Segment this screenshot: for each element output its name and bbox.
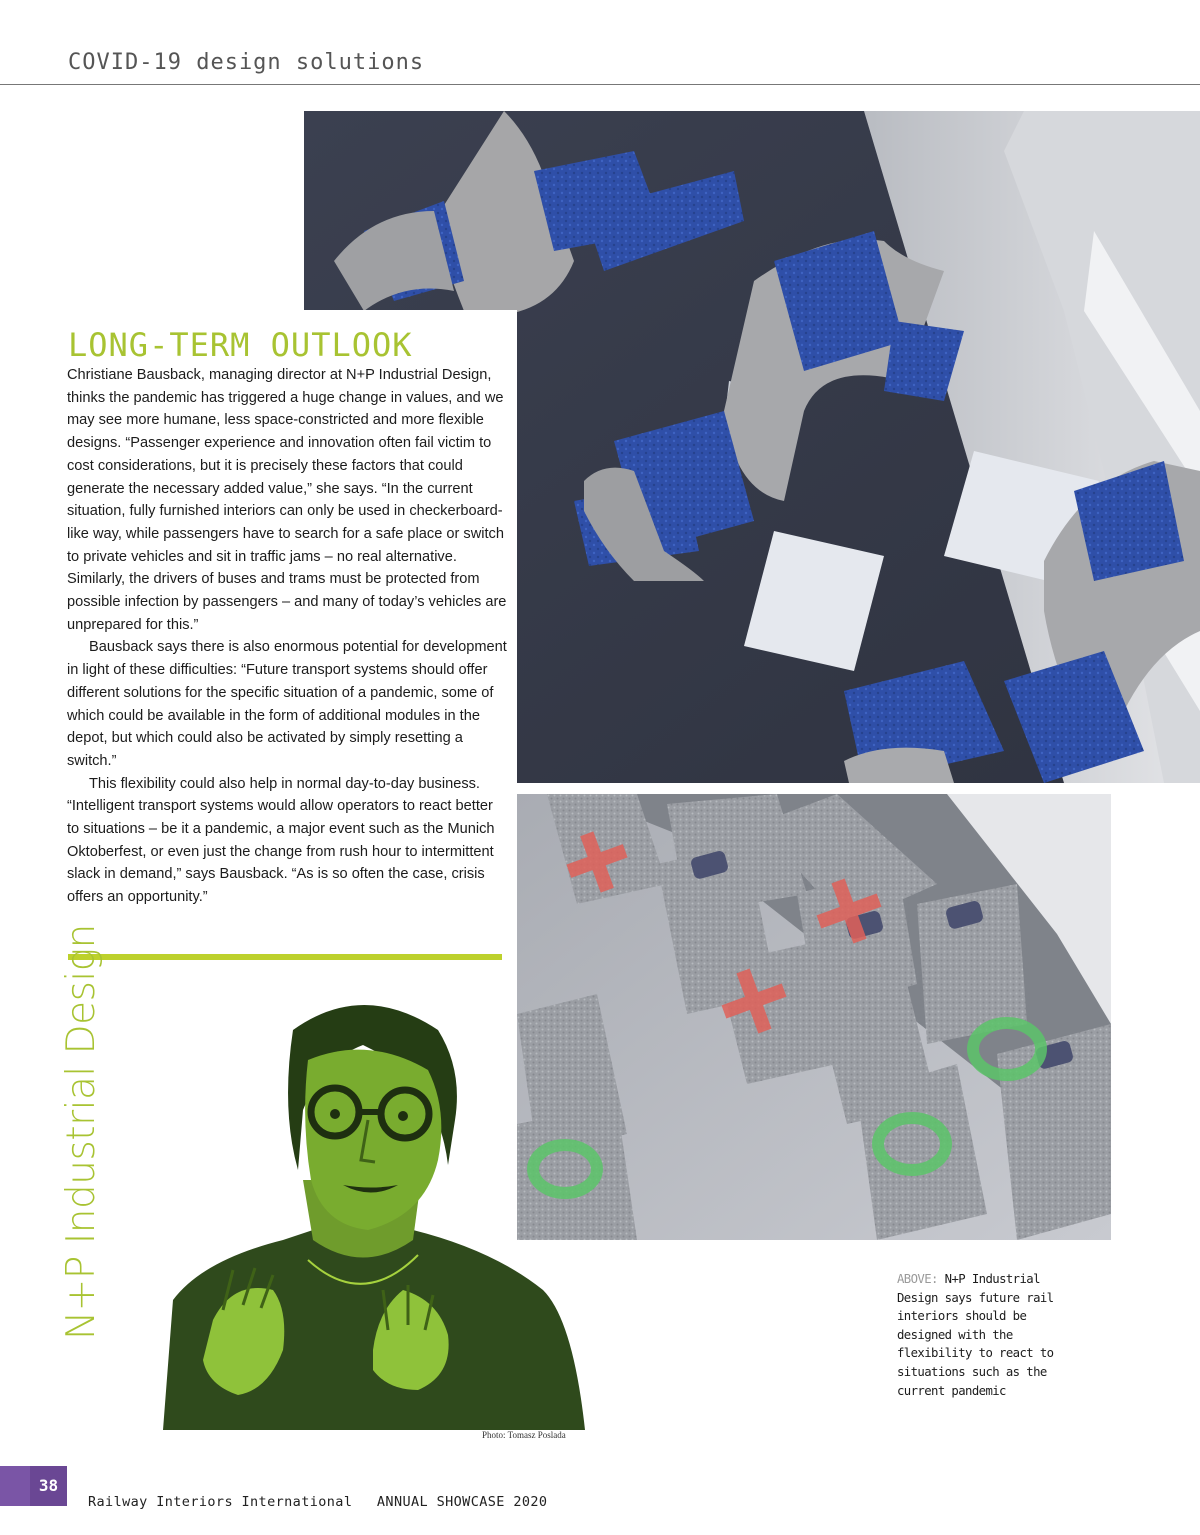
article-body	[67, 364, 507, 909]
company-vertical-label: N+P Industrial Design	[59, 924, 104, 1340]
portrait-photo	[163, 990, 585, 1430]
running-header: COVID-19 design solutions	[68, 50, 425, 75]
article-paragraph: Bausback says there is also enormous potential for development in light of these difficulties: “Future transport systems should offer different solutions for the specific situation of a pandemic, some of which could be available in the form of additional modules in the depot, but which could also be activated by simply resetting a switch.”	[67, 639, 507, 769]
photo-credit: Photo: Tomasz Poslada	[482, 1430, 566, 1440]
section-heading: LONG-TERM OUTLOOK	[68, 326, 413, 364]
article-paragraph: Christiane Bausback, managing director at N+P Industrial Design, thinks the pandemic has triggered a huge change in values, and we may see more humane, less space-constricted and more flexible designs. “Passenger experience and innovation often fail victim to cost considerations, but it is precisely these factors that could generate the necessary added value,” she says. “In the current situation, fully furnished interiors can only be used in checkerboard-like way, while passengers have to search for a safe place or switch to private vehicles and sit in traffic jams – no real alternative. Similarly, the drivers of buses and trams must be protected from possible infection by passengers – and many of today’s vehicles are unprepared for this.”	[67, 367, 507, 633]
article-paragraph: This flexibility could also help in normal day-to-day business. “Intelligent transport systems would allow operators to react better to situations – be it a pandemic, a major event such as the Munich Oktoberfest, or even just the change from rush hour to intermittent slack in demand,” says Bausback. “As is so often the case, crisis offers an opportunity.”	[67, 775, 495, 906]
train-interior-marked-seats-render	[517, 794, 1111, 1240]
section-divider	[68, 954, 502, 960]
caption-label: ABOVE:	[897, 1272, 938, 1286]
caption-text: N+P Industrial Design says future rail interiors should be designed with the flexibility to react to situations such as the current pandemic	[897, 1272, 1054, 1398]
publication-name: Railway Interiors International	[88, 1494, 353, 1510]
page-number: 38	[38, 1476, 59, 1495]
issue-name: ANNUAL SHOWCASE 2020	[376, 1494, 548, 1510]
image-caption	[897, 1270, 1057, 1400]
running-footer	[88, 1494, 563, 1510]
header-divider	[0, 84, 1200, 85]
